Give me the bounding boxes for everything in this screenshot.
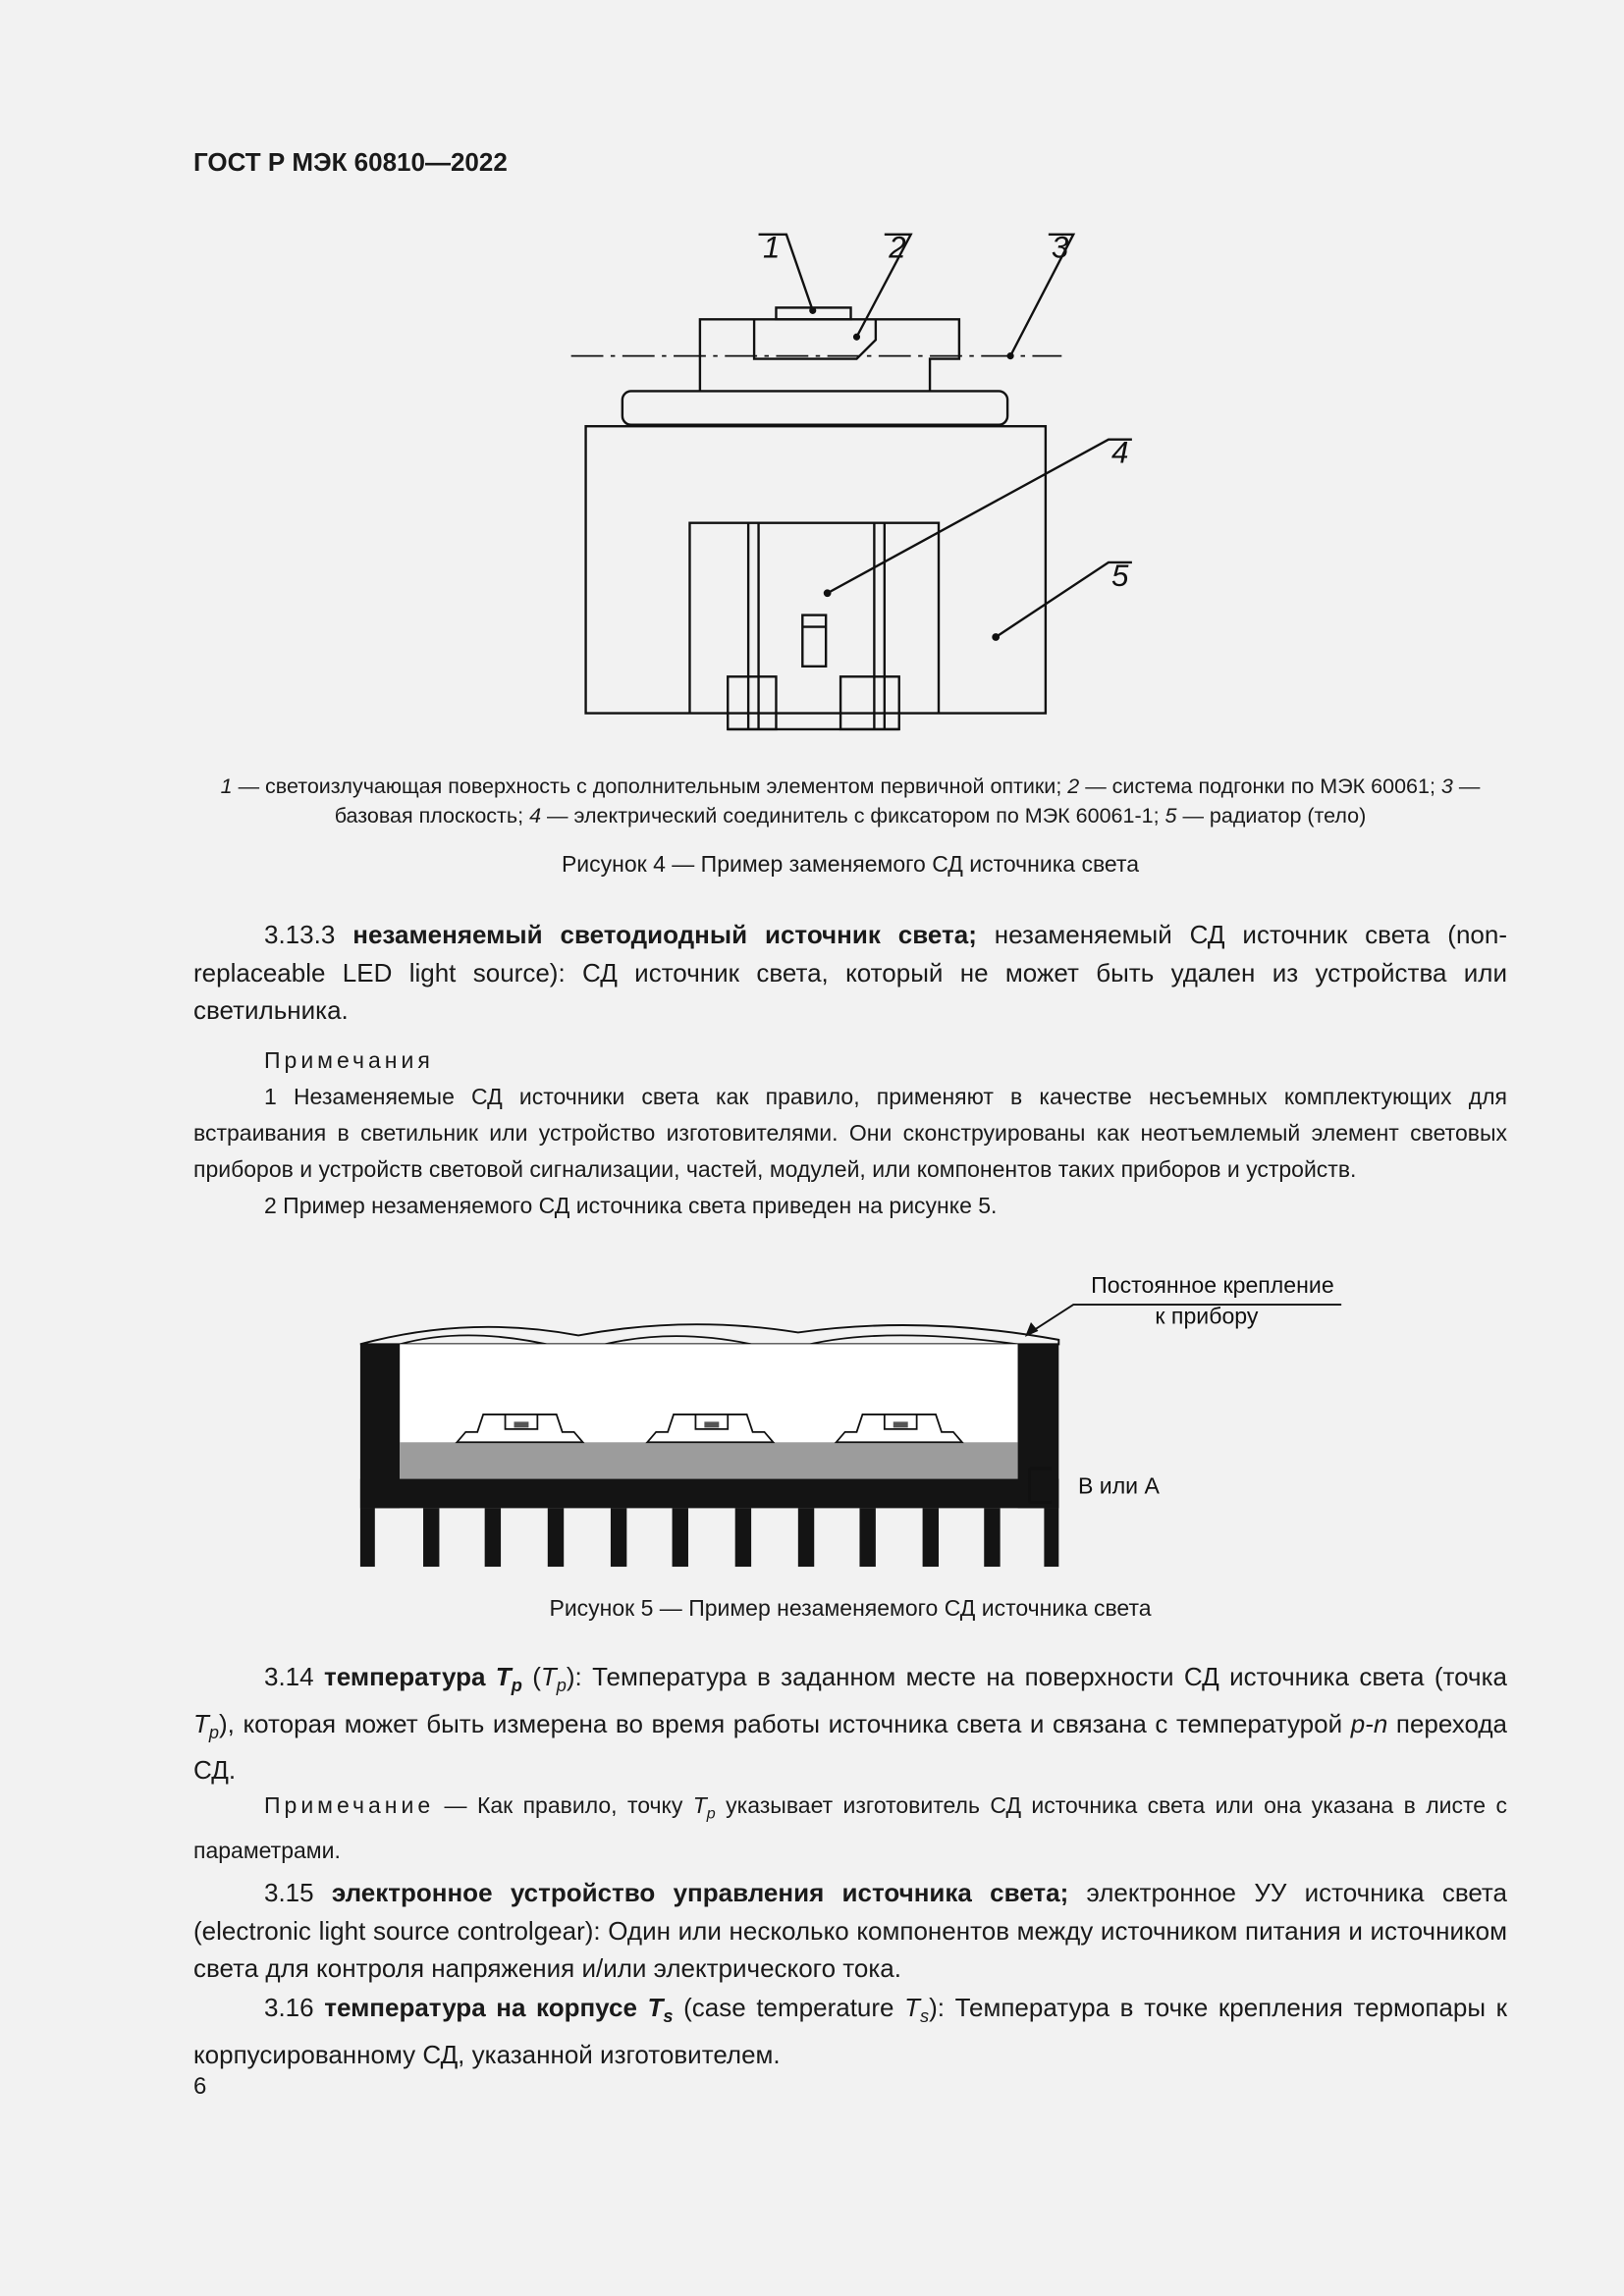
symbol: T <box>495 1662 512 1691</box>
section-number: 3.16 <box>264 1993 325 2022</box>
legend-text: — радиатор (тело) <box>1176 804 1367 828</box>
term: температура <box>323 1662 496 1691</box>
definition: электронное УУ источника света (electronic light source controlgear): Один или несколько компонентов между источником питания и источником света для контроля напряжения и/или электрического тока. <box>193 1878 1508 1983</box>
symbol: T <box>692 1792 707 1818</box>
term: электронное устройство управления источника света; <box>331 1878 1069 1907</box>
note-2: 2 Пример незаменяемого СД источника света приведен на рисунке 5. <box>264 1193 998 1218</box>
text: ), которая может быть измерена во время работы источника света и связана с температурой <box>219 1708 1351 1738</box>
legend-text: — система подгонки по МЭК 60061; <box>1079 774 1441 798</box>
section-3-14 <box>193 1658 1507 1789</box>
figure-5-caption: Рисунок 5 — Пример незаменяемого СД источника света <box>549 1595 1152 1621</box>
legend-text: — электрический соединитель с фиксатором по МЭК 60061-1; <box>541 804 1165 828</box>
symbol-sub: p <box>208 1722 220 1742</box>
section-3-13-3 <box>193 916 1507 1030</box>
symbol-sub: p <box>556 1676 567 1696</box>
figure-5-label-mount-2: к прибору <box>1155 1303 1259 1329</box>
legend-num: 1 <box>220 774 233 798</box>
notes-title: Примечания <box>264 1047 434 1073</box>
symbol: T <box>540 1662 557 1691</box>
symbol-sub: s <box>663 2006 674 2027</box>
figure-5-label-mount: Постоянное крепление <box>1091 1272 1334 1299</box>
figure-4-label-4: 4 <box>1110 435 1129 470</box>
figure-5-label-ba: В или А <box>1077 1472 1160 1499</box>
figure-4-label-5: 5 <box>1110 558 1129 593</box>
text: перехода СД. <box>193 1708 1507 1786</box>
section-number: 3.15 <box>264 1878 332 1907</box>
legend-text: — базовая плоскость; <box>334 774 1481 828</box>
note-title: Примечание <box>264 1792 435 1818</box>
text: указывает изготовитель СД источника света или она указана в листе с параметрами. <box>193 1792 1507 1863</box>
text: ): Температура в заданном месте на поверхности СД источника света (точка <box>566 1662 1508 1691</box>
figure-4-legend <box>193 772 1507 830</box>
symbol: T <box>647 1993 664 2022</box>
figure-4-label-2: 2 <box>889 230 906 265</box>
figure-4-label-3: 3 <box>1051 230 1069 265</box>
section-3-15 <box>193 1874 1507 1988</box>
section-number: 3.13.3 <box>264 920 353 949</box>
text: (case temperature <box>673 1993 905 2022</box>
pn-term: p-n <box>1350 1708 1388 1738</box>
symbol-sub: s <box>920 2006 930 2027</box>
section-number: 3.14 <box>264 1662 324 1691</box>
term: незаменяемый светодиодный источник света; <box>352 920 977 949</box>
legend-num: 2 <box>1067 774 1080 798</box>
legend-num: 3 <box>1440 774 1453 798</box>
symbol: T <box>193 1708 209 1738</box>
figure-4-drawing <box>571 235 1132 729</box>
term: температура на корпусе <box>324 1993 648 2022</box>
note-1: 1 Незаменяемые СД источники света как правило, применяют в качестве несъемных комплектующих для встраивания в светильник или устройство изготовителями. Они сконструированы как неотъемлемый элемент световых приборов и устройств световой сигнализации, частей, модулей, или компонентов таких приборов и устройств. <box>193 1084 1507 1182</box>
legend-text: — светоизлучающая поверхность с дополнительным элементом первичной оптики; <box>232 774 1068 798</box>
text: — Как правило, точку <box>434 1792 693 1818</box>
text: ): Температура в точке крепления термопары к корпусированному СД, указанной изготовителем. <box>193 1993 1508 2069</box>
note-3-14 <box>193 1788 1507 1869</box>
document-header: ГОСТ Р МЭК 60810—2022 <box>193 147 508 177</box>
figure-5-drawing <box>360 1305 1341 1567</box>
figure-4-caption: Рисунок 4 — Пример заменяемого СД источника света <box>561 851 1140 877</box>
legend-num: 4 <box>529 804 542 828</box>
figure-4-label-1: 1 <box>763 230 781 265</box>
section-3-16 <box>193 1989 1507 2073</box>
definition: незаменяемый СД источник света (non-replaceable LED light source): СД источник света, который не может быть удален из устройства или светильника. <box>193 920 1508 1025</box>
page-number: 6 <box>193 2073 207 2100</box>
symbol: T <box>904 1993 921 2022</box>
legend-num: 5 <box>1164 804 1177 828</box>
symbol-sub: p <box>706 1804 716 1823</box>
symbol-sub: p <box>511 1676 522 1696</box>
text: ( <box>521 1662 541 1691</box>
notes-block <box>193 1042 1507 1224</box>
